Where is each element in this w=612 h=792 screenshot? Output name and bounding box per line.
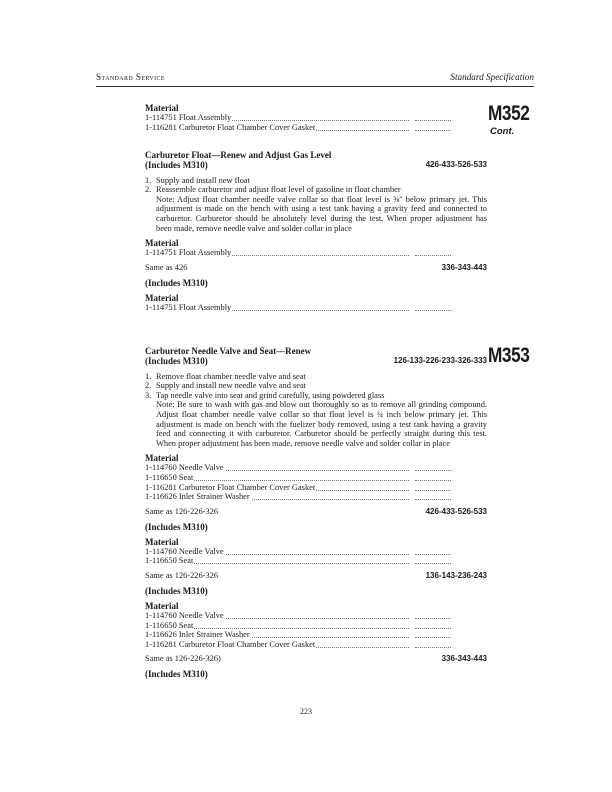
header-rule [96, 86, 534, 87]
material-item: 1-116626 Inlet Strainer Washer [145, 492, 487, 502]
material-heading: Material [145, 453, 179, 464]
same-as-numbers: 336-343-443 [441, 654, 487, 664]
step: 3. Tap needle valve into seat and grind carefully, using powdered glass [145, 390, 385, 400]
step: 1. Remove float chamber needle valve and seat [145, 371, 306, 381]
same-as-numbers: 136-143-236-243 [425, 570, 487, 580]
same-as-line: Same as 126-226-326) 336-343-443 [145, 654, 487, 664]
material-item: 1-116281 Carburetor Float Chamber Cover Gasket [145, 483, 487, 493]
material-item: 1-114751 Float Assembly [145, 248, 487, 258]
section-title: Carburetor Float—Renew and Adjust Gas Level (Includes M310) 426-433-526-533 [145, 150, 487, 171]
m353-needle-valve-section [145, 346, 487, 679]
includes-line: (Includes M310) [145, 277, 208, 288]
material-heading: Material [145, 103, 179, 113]
material-heading: Material [145, 292, 179, 303]
header-right: Standard Specification [450, 72, 534, 82]
material-heading: Material [145, 536, 179, 547]
step: 2. Supply and install new needle valve and seat [145, 381, 307, 391]
m352-top-material [145, 103, 487, 132]
steps-list [145, 176, 487, 195]
note-text: Note: Adjust float chamber needle valve collar so that float level is ⅝″ below primary jet. This adjustment is made on the bench with using a test tank having a gravity feed and connected to carburetor. Carburetor should be absolutely level during the test. When proper adjustment has been made, remove needle valve and solder collar in place [156, 194, 487, 233]
section-title: Carburetor Needle Valve and Seat—Renew (Includes M310) 126-133-226-233-326-333 [145, 346, 487, 367]
steps-list [145, 372, 487, 401]
material-item: 1-116650 Seat [145, 556, 487, 566]
material-heading: Material [145, 238, 179, 249]
material-heading: Material [145, 600, 179, 611]
includes-line: (Includes M310) [145, 585, 208, 596]
material-item: 1-114751 Float Assembly [145, 113, 487, 123]
continued-label: Cont. [490, 126, 515, 137]
includes-line: (Includes M310) [145, 669, 208, 680]
includes-line: (Includes M310) [145, 521, 208, 532]
material-item: 1-114751 Float Assembly [145, 303, 487, 313]
operation-code-m352: M352 [488, 102, 530, 125]
material-item: 1-116281 Carburetor Float Chamber Cover Gasket [145, 123, 487, 133]
operation-code-m353: M353 [488, 344, 530, 367]
header-left: Standard Service [96, 72, 165, 82]
section-numbers: 426-433-526-533 [425, 160, 487, 170]
same-as-line: Same as 126-226-326 136-143-236-243 [145, 570, 487, 580]
material-item: 1-116650 Seat [145, 473, 487, 483]
same-as-numbers: 426-433-526-533 [425, 506, 487, 516]
note-text: Note: Be sure to wash with gas and blow out thoroughly so as to remove all grinding compound. Adjust float chamber needle valve collar so that float level is ¾ inch below primary jet. This adjustment is made on bench with the fuelizer body removed, using a test tank having a gravity feed and connecting it with carburetor. Carburetor should be perfectly straight during this test. When proper adjustment has been made, remove needle valve and solder collar in place [156, 400, 487, 448]
material-item: 1-114760 Needle Valve [145, 547, 487, 557]
same-as-line: Same as 426 336-343-443 [145, 262, 487, 272]
same-as-numbers: 336-343-443 [441, 262, 487, 272]
same-as-line: Same as 126-226-326 426-433-526-533 [145, 506, 487, 516]
material-item: 1-116650 Seat [145, 621, 487, 631]
page-number: 223 [300, 707, 312, 716]
m352-float-section [145, 150, 487, 312]
material-item: 1-114760 Needle Valve [145, 463, 487, 473]
step: 2. Reassemble carburetor and adjust float level of gasoline in float chamber [145, 185, 401, 195]
material-item: 1-114760 Needle Valve [145, 611, 487, 621]
step: 1. Supply and install new float [145, 175, 250, 185]
material-item: 1-116626 Inlet Strainer Washer [145, 630, 487, 640]
section-numbers: 126-133-226-233-326-333 [393, 356, 487, 366]
material-item: 1-116281 Carburetor Float Chamber Cover Gasket [145, 640, 487, 650]
